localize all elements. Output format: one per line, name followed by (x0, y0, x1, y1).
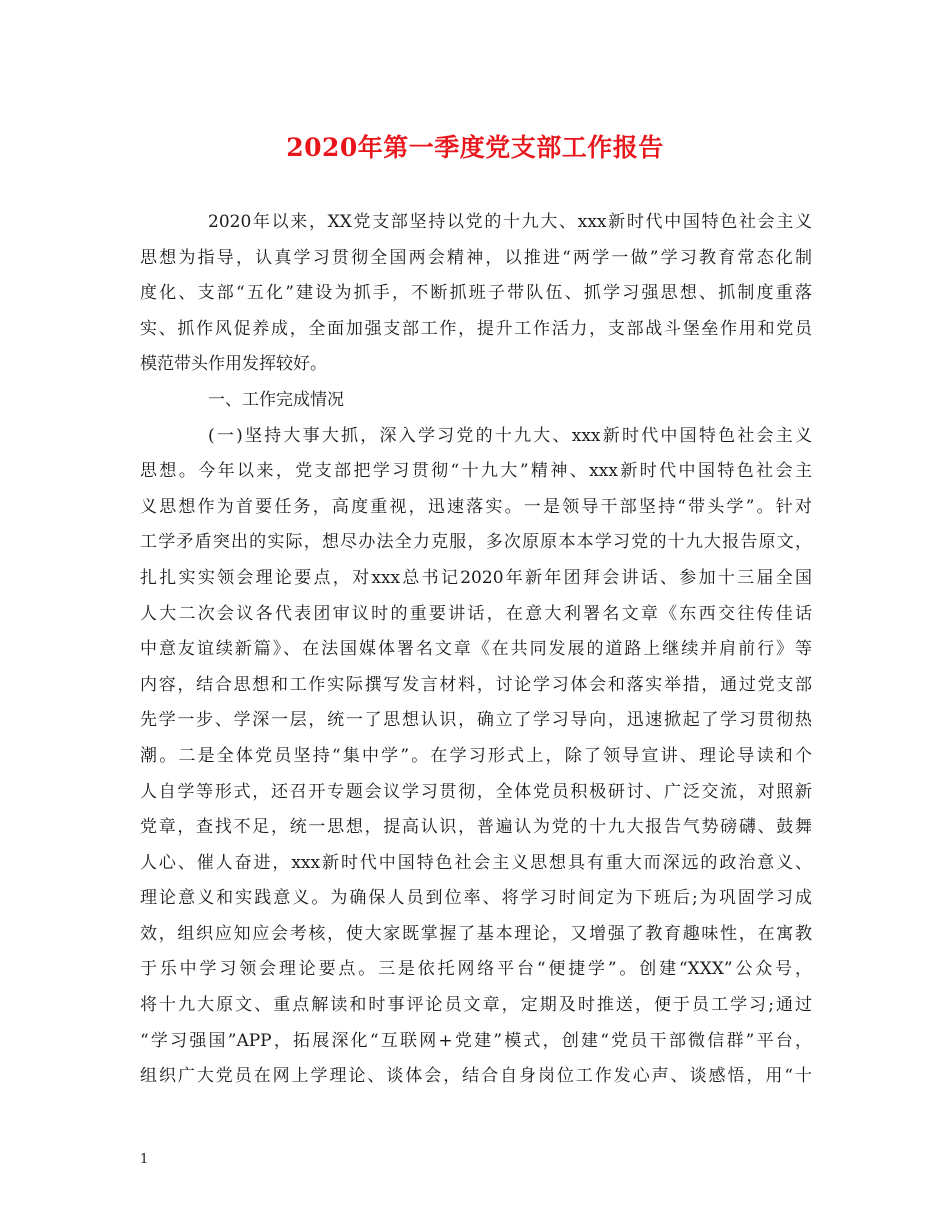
paragraph-line: 度化、支部“五化”建设为抓手，不断抓班子带队伍、抓学习强思想、抓制度重落 (140, 283, 812, 304)
paragraph-line: 内容，结合思想和工作实际撰写发言材料，讨论学习体会和落实举措，通过党支部 (140, 674, 812, 695)
paragraph-line: 义思想作为首要任务，高度重视，迅速落实。一是领导干部坚持“带头学”。针对 (140, 496, 812, 517)
section-heading: 一、工作完成情况 (208, 389, 344, 410)
paragraph-line: 组织广大党员在网上学理论、谈体会，结合自身岗位工作发心声、谈感悟，用“十 (140, 1066, 812, 1087)
paragraph-line: 于乐中学习领会理论要点。三是依托网络平台“便捷学”。创建“XXX”公众号， (140, 959, 812, 980)
paragraph-line: 实、抓作风促养成，全面加强支部工作，提升工作活力，支部战斗堡垒作用和党员 (140, 318, 812, 339)
paragraph-line: 思想为指导，认真学习贯彻全国两会精神，以推进“两学一做”学习教育常态化制 (140, 247, 812, 268)
paragraph-line: 将十九大原文、重点解读和时事评论员文章，定期及时推送，便于员工学习;通过 (140, 995, 812, 1016)
paragraph-line: 人自学等形式，还召开专题会议学习贯彻，全体党员积极研讨、广泛交流，对照新 (140, 781, 812, 802)
paragraph-line: 党章，查找不足，统一思想，提高认识，普遍认为党的十九大报告气势磅礴、鼓舞 (140, 817, 812, 838)
document-body (140, 205, 812, 1095)
paragraph-line: 思想。今年以来，党支部把学习贯彻“十九大”精神、xxx新时代中国特色社会主 (140, 461, 812, 482)
paragraph-line: 人大二次会议各代表团审议时的重要讲话，在意大利署名文章《东西交往传佳话 (140, 603, 812, 624)
paragraph-line: 中意友谊续新篇》、在法国媒体署名文章《在共同发展的道路上继续并肩前行》等 (140, 639, 812, 660)
paragraph-line: 扎扎实实领会理论要点，对xxx总书记2020年新年团拜会讲话、参加十三届全国 (140, 567, 812, 588)
paragraph-line: 工学矛盾突出的实际，想尽办法全力克服，多次原原本本学习党的十九大报告原文， (140, 532, 812, 553)
paragraph-line: 潮。二是全体党员坚持“集中学”。在学习形式上，除了领导宣讲、理论导读和个 (140, 745, 812, 766)
paragraph-line: 先学一步、学深一层，统一了思想认识，确立了学习导向，迅速掀起了学习贯彻热 (140, 710, 812, 731)
paragraph-line: 模范带头作用发挥较好。 (140, 354, 327, 375)
paragraph-line: 人心、催人奋进，xxx新时代中国特色社会主义思想具有重大而深远的政治意义、 (140, 852, 812, 873)
paragraph-line: 效，组织应知应会考核，使大家既掌握了基本理论，又增强了教育趣味性，在寓教 (140, 923, 812, 944)
paragraph-line: 理论意义和实践意义。为确保人员到位率、将学习时间定为下班后;为巩固学习成 (140, 888, 812, 909)
paragraph-intro (140, 205, 812, 383)
paragraph-work-status (140, 419, 812, 1095)
paragraph-line: (一)坚持大事大抓，深入学习党的十九大、xxx新时代中国特色社会主义 (208, 425, 812, 446)
page-number: 1 (140, 1152, 149, 1167)
document-title: 2020年第一季度党支部工作报告 (286, 133, 664, 162)
paragraph-line: “学习强国”APP，拓展深化“互联网+党建”模式，创建“党员干部微信群”平台， (140, 1030, 812, 1051)
paragraph-line: 2020年以来，XX党支部坚持以党的十九大、xxx新时代中国特色社会主义 (208, 212, 812, 232)
